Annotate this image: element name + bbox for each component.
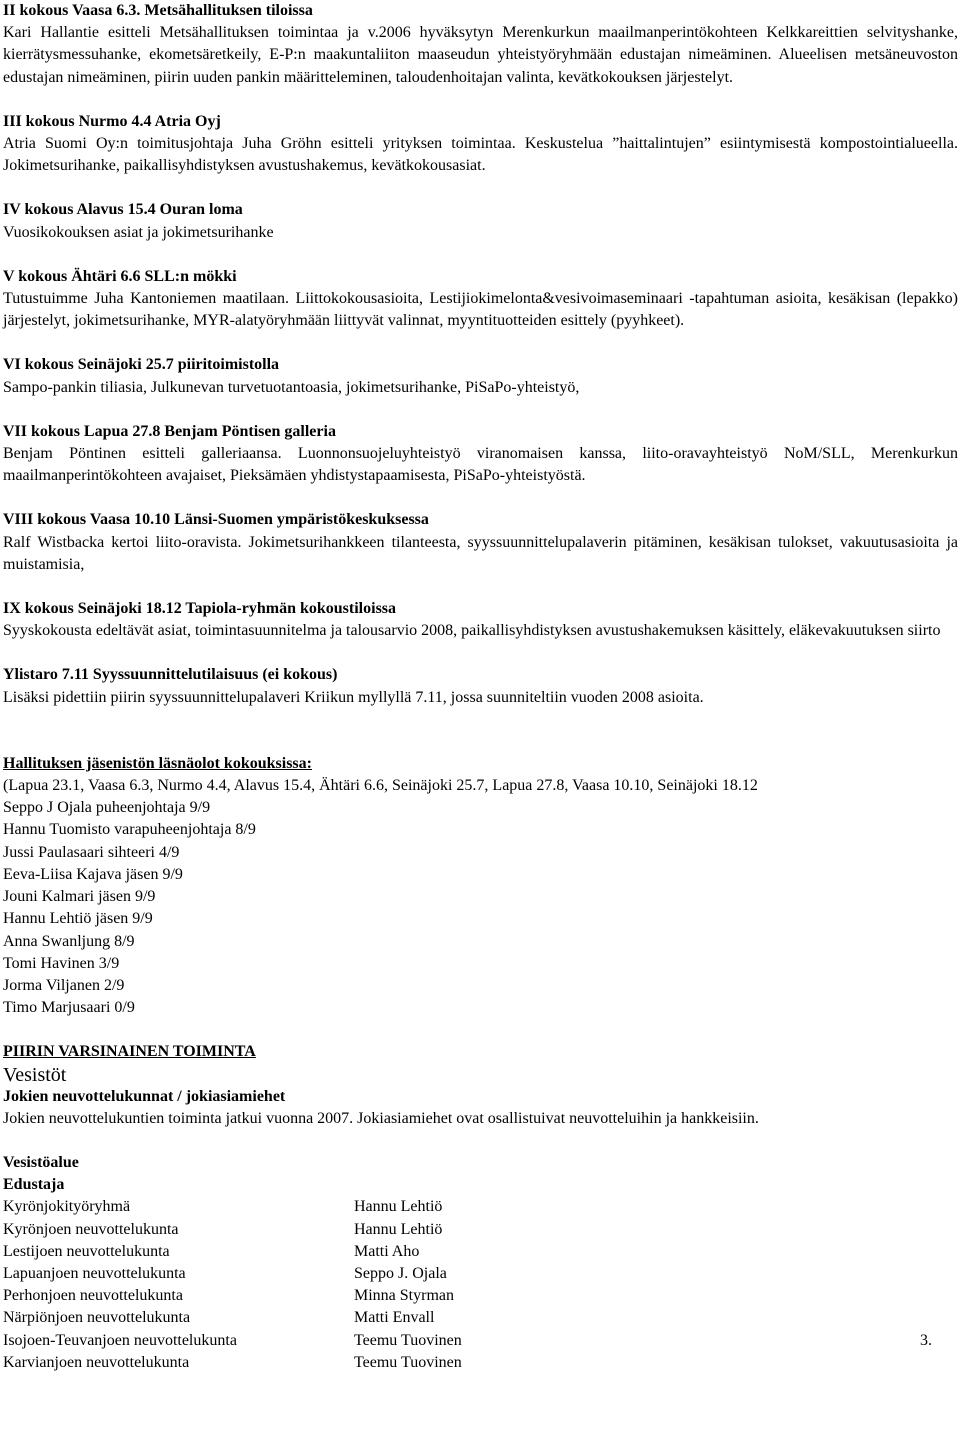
- table-header-area: Vesistöalue: [3, 1153, 79, 1171]
- meeting-body: Tutustuimme Juha Kantoniemen maatilaan. Liittokokousasioita, Lestijiokimelonta&vesivoimaseminaari -tapahtuman asioita, kesäkisan (lepakko) järjestelyt, jokimetsurihanke, MYR-alatyöryhmään liittyvät valinnat, myyntituotteiden esittely (pyyhkeet).: [3, 290, 958, 330]
- meeting-body: Ralf Wistbacka kertoi liito-oravista. Jokimetsurihankkeen tilanteesta, syyssuunnittelupalaverin pitäminen, kesäkisan tulokset, vakuutusasioita ja muistamisia,: [3, 533, 958, 573]
- attendance-member: Hannu Lehtiö jäsen 9/9: [3, 910, 153, 928]
- meeting-9: [3, 598, 958, 642]
- rep-cell: Teemu Tuovinen: [354, 1353, 462, 1371]
- page-number: 3.: [920, 1331, 932, 1349]
- meeting-heading: VII kokous Lapua 27.8 Benjam Pöntisen galleria: [3, 422, 336, 440]
- document-page: [3, 0, 958, 1374]
- attendance-member: Anna Swanljung 8/9: [3, 932, 135, 950]
- meeting-2: [3, 0, 958, 89]
- area-cell: Karvianjoen neuvottelukunta: [3, 1353, 190, 1371]
- meeting-body: Sampo-pankin tiliasia, Julkunevan turvetuotantoasia, jokimetsurihanke, PiSaPo-yhteistyö,: [3, 378, 580, 396]
- attendance-member: Jussi Paulasaari sihteeri 4/9: [3, 843, 180, 861]
- meeting-heading: VI kokous Seinäjoki 25.7 piiritoimistolla: [3, 356, 280, 374]
- area-cell: Kyrönjokityöryhmä: [3, 1198, 131, 1216]
- meeting-body: Vuosikokouksen asiat ja jokimetsurihanke: [3, 223, 274, 241]
- planning-session: [3, 664, 958, 708]
- rep-cell: Minna Styrman: [354, 1287, 454, 1305]
- area-cell: Kyrönjoen neuvottelukunta: [3, 1220, 179, 1238]
- meeting-4: [3, 199, 958, 243]
- meeting-heading: VIII kokous Vaasa 10.10 Länsi-Suomen ympäristökeskuksessa: [3, 511, 429, 529]
- representatives-table: [3, 1196, 932, 1374]
- section-title: PIIRIN VARSINAINEN TOIMINTA: [3, 1043, 256, 1061]
- meeting-7: [3, 421, 958, 488]
- rep-cell: Matti Envall: [354, 1309, 435, 1327]
- table-row: [3, 1196, 932, 1218]
- rep-cell: Hannu Lehtiö: [354, 1198, 443, 1216]
- meeting-heading: V kokous Ähtäri 6.6 SLL:n mökki: [3, 267, 237, 285]
- area-cell: Isojoen-Teuvanjoen neuvottelukunta: [3, 1331, 237, 1349]
- subsection-title: Vesistöt: [3, 1063, 67, 1086]
- table-row: [3, 1307, 932, 1329]
- meeting-body: Syyskokousta edeltävät asiat, toimintasuunnitelma ja talousarvio 2008, paikallisyhdistyksen avustushakemuksen käsittely, eläkevakuutuksen siirto: [3, 622, 941, 640]
- meeting-5: [3, 266, 958, 333]
- area-cell: Närpiönjoen neuvottelukunta: [3, 1309, 191, 1327]
- attendance-member: Hannu Tuomisto varapuheenjohtaja 8/9: [3, 821, 256, 839]
- table-row: [3, 1330, 932, 1352]
- attendance-member: Seppo J Ojala puheenjohtaja 9/9: [3, 799, 211, 817]
- attendance-member: Jouni Kalmari jäsen 9/9: [3, 888, 156, 906]
- meeting-heading: Ylistaro 7.11 Syyssuunnittelutilaisuus (ei kokous): [3, 666, 338, 684]
- rep-cell: Teemu Tuovinen: [354, 1331, 462, 1349]
- table-row: [3, 1285, 932, 1307]
- meeting-body: Lisäksi pidettiin piirin syyssuunnittelupalaveri Kriikun myllyllä 7.11, jossa suunniteltiin vuoden 2008 asioita.: [3, 688, 704, 706]
- attendance-section: [3, 753, 958, 1019]
- table-header-rep: Edustaja: [3, 1176, 65, 1194]
- attendance-member: Eeva-Liisa Kajava jäsen 9/9: [3, 865, 183, 883]
- attendance-meetings-line: (Lapua 23.1, Vaasa 6.3, Nurmo 4.4, Alavus 15.4, Ähtäri 6.6, Seinäjoki 25.7, Lapua 27.8, Vaasa 10.10, Seinäjoki 18.12: [3, 777, 758, 795]
- rep-cell: Matti Aho: [354, 1242, 420, 1260]
- attendance-member: Timo Marjusaari 0/9: [3, 999, 135, 1017]
- table-row: [3, 1241, 932, 1263]
- rep-cell: Hannu Lehtiö: [354, 1220, 443, 1238]
- meeting-3: [3, 111, 958, 178]
- negotiations-heading: Jokien neuvottelukunnat / jokiasiamiehet: [3, 1087, 286, 1105]
- attendance-member: Tomi Havinen 3/9: [3, 954, 120, 972]
- negotiations-body: Jokien neuvottelukuntien toiminta jatkui vuonna 2007. Jokiasiamiehet ovat osallistuivat neuvotteluihin ja hankkeisiin.: [3, 1109, 759, 1127]
- meeting-6: [3, 354, 958, 398]
- meeting-body: Kari Hallantie esitteli Metsähallituksen toimintaa ja v.2006 hyväksytyn Merenkurkun maailmanperintökohteen Kelkkareittien selvityshanke, kierrätysmessuhanke, ekometsäretkeily, E-P:n maakuntaliiton maaseudun yhteistyöryhmään edustajan nimeäminen. Alueelisen metsäneuvoston edustajan nimeäminen, piirin uuden pankin määritteleminen, taloudenhoitajan valinta, kevätkokouksen järjestelyt.: [3, 24, 958, 86]
- meeting-heading: IX kokous Seinäjoki 18.12 Tapiola-ryhmän kokoustiloissa: [3, 600, 397, 618]
- activities-section: [3, 1041, 958, 1374]
- area-cell: Lestijoen neuvottelukunta: [3, 1242, 170, 1260]
- table-row: [3, 1352, 932, 1374]
- meeting-heading: II kokous Vaasa 6.3. Metsähallituksen tiloissa: [3, 2, 313, 19]
- meeting-heading: III kokous Nurmo 4.4 Atria Oyj: [3, 112, 221, 130]
- meeting-body: Benjam Pöntinen esitteli galleriaansa. Luonnonsuojeluyhteistyö viranomaisen kanssa, liito-oravayhteistyö NoM/SLL, Merenkurkun maailmanperintökohteen avajaiset, Pieksämäen yhdistystapaamisesta, PiSaPo-yhteistyöstä.: [3, 445, 958, 485]
- table-row: [3, 1219, 932, 1241]
- attendance-member: Jorma Viljanen 2/9: [3, 976, 125, 994]
- table-row: [3, 1263, 932, 1285]
- meeting-body: Atria Suomi Oy:n toimitusjohtaja Juha Gröhn esitteli yrityksen toimintaa. Keskustelua ”haittalintujen” esiintymisestä kompostointialueella. Jokimetsurihanke, paikallisyhdistyksen avustushakemus, kevätkokousasiat.: [3, 135, 958, 175]
- meeting-heading: IV kokous Alavus 15.4 Ouran loma: [3, 201, 243, 219]
- area-cell: Lapuanjoen neuvottelukunta: [3, 1264, 186, 1282]
- meeting-8: [3, 509, 958, 576]
- attendance-heading: Hallituksen jäsenistön läsnäolot kokouksissa:: [3, 754, 312, 772]
- rep-cell: Seppo J. Ojala: [354, 1264, 447, 1282]
- area-cell: Perhonjoen neuvottelukunta: [3, 1287, 183, 1305]
